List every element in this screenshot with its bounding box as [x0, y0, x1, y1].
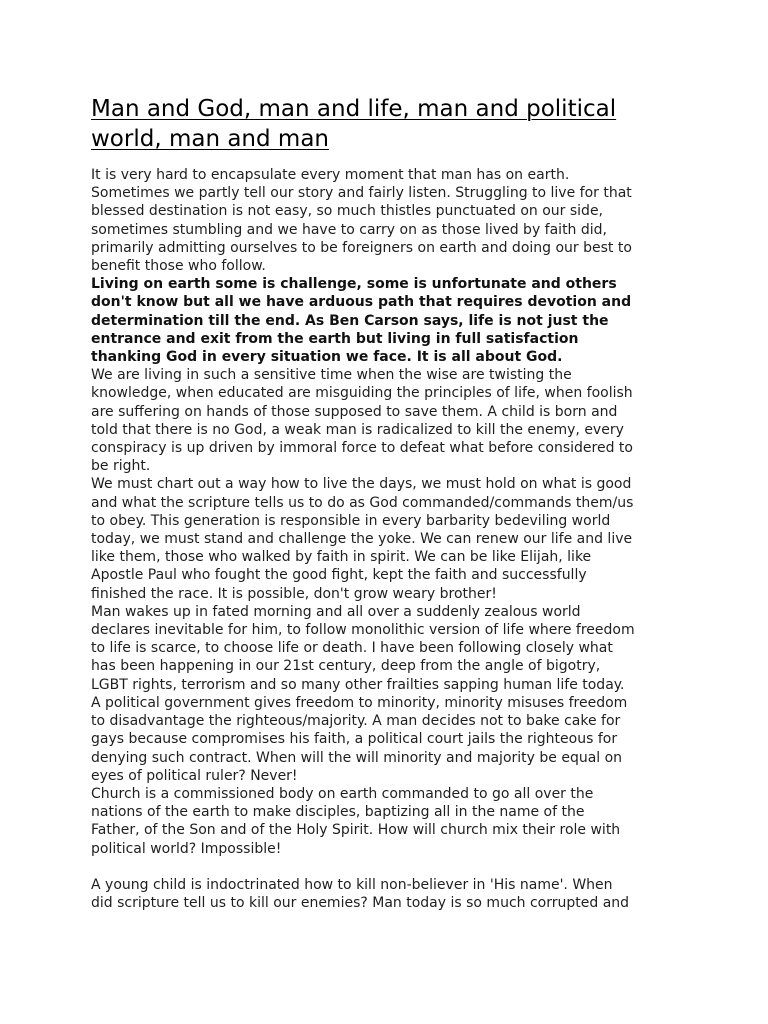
document-title: Man and God, man and life, man and political world, man and man: [91, 96, 617, 152]
document-body: [91, 166, 691, 912]
paragraph-intro: It is very hard to encapsulate every moment that man has on earth. Sometimes we partly tell our story and fairly listen. Struggling to live for that blessed destination is not easy, so much thistles punctuated on our side, sometimes stumbling and we have to carry on as those lived by faith did, primarily admitting ourselves to be foreigners on earth and doing our best to benefit those who follow.: [91, 167, 632, 275]
paragraph-young-child: A young child is indoctrinated how to kill non-believer in 'His name'. When did scripture tell us to kill our enemies? Man today is so much corrupted and: [91, 876, 630, 911]
paragraph-chart-a-way: We must chart out a way how to live the days, we must hold on what is good and what the scripture tells us to do as God commanded/commands them/us to obey. This generation is responsible in every barbarity bedeviling world today, we must stand and challenge the yoke. We can renew our life and live like them, those who walked by faith in spirit. We can be like Elijah, like Apostle Paul who fought the good fight, kept the faith and successfully finished the race. It is possible, don't grow weary brother!: [91, 476, 634, 602]
paragraph-political-government: A political government gives freedom to minority, minority misuses freedom to disadvantage the righteous/majority. A man decides not to bake cake for gays because compromises his faith, a political court jails the righteous for denying such contract. When will the will minority and majority be equal on eyes of political ruler? Never!: [91, 694, 628, 784]
paragraph-sensitive-time: We are living in such a sensitive time when the wise are twisting the knowledge, when educated are misguiding the principles of life, when foolish are suffering on hands of those supposed to save them. A child is born and told that there is no God, a weak man is radicalized to kill the enemy, every conspiracy is up driven by immoral force to defeat what before considered to be right.: [91, 367, 633, 475]
paragraph-man-wakes-up: Man wakes up in fated morning and all over a suddenly zealous world declares inevitable for him, to follow monolithic version of life where freedom to life is scarce, to choose life or death. I have been following closely what has been happening in our 21st century, deep from the angle of bigotry, LGBT rights, terrorism and so many other frailties sapping human life today.: [91, 603, 635, 693]
paragraph-church: Church is a commissioned body on earth commanded to go all over the nations of the earth to make disciples, baptizing all in the name of the Father, of the Son and of the Holy Spirit. How will church mix their role with political world? Impossible!: [91, 785, 621, 857]
paragraph-bold-quote: Living on earth some is challenge, some is unfortunate and others don't know but all we have arduous path that requires devotion and determination till the end. As Ben Carson says, life is not just the entrance and exit from the earth but living in full satisfaction thanking God in every situation we face. It is all about God.: [91, 276, 632, 366]
